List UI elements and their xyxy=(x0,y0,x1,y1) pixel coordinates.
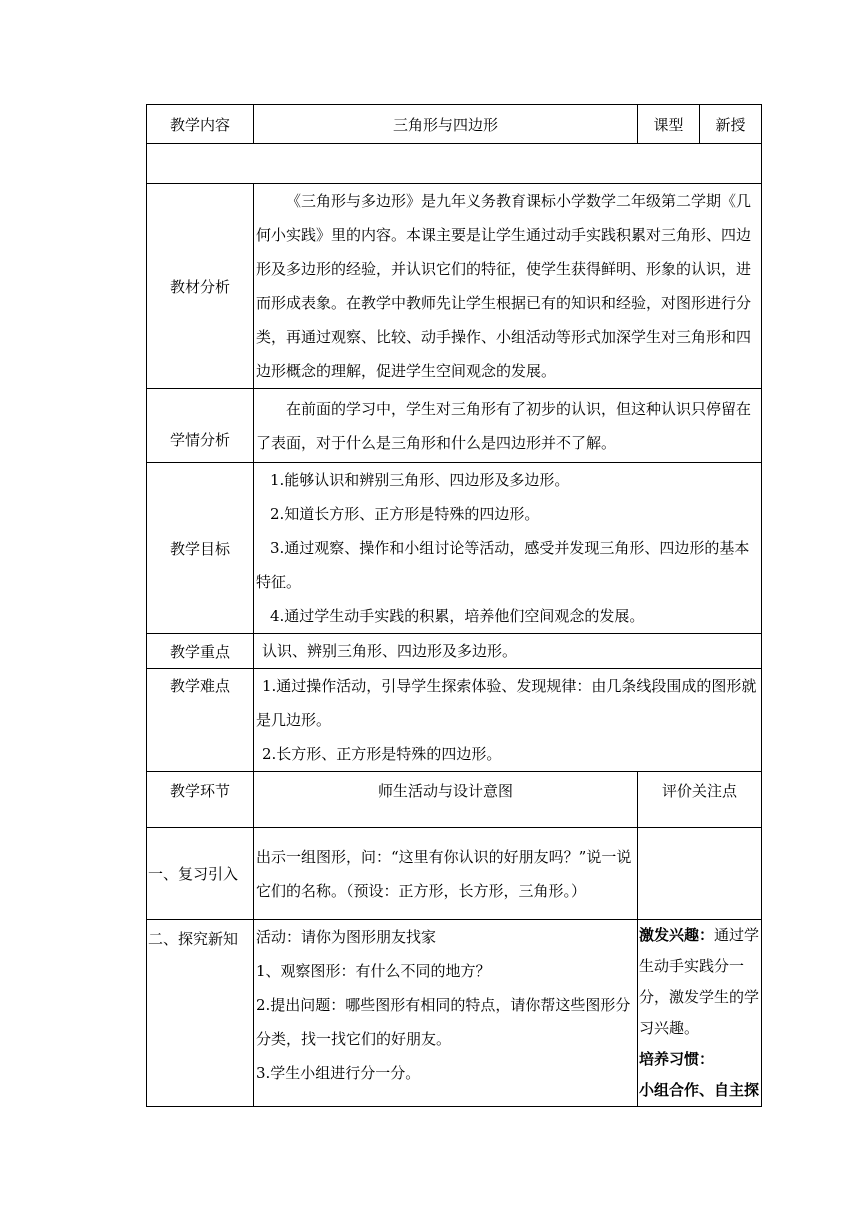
step1-text: 出示一组图形，问：“这里有你认识的好朋友吗？”说一说它们的名称。（预设：正方形，长方形，三角形。） xyxy=(256,847,632,900)
step1-label: 一、复习引入 xyxy=(147,828,254,920)
material-analysis-text: 《三角形与多边形》是九年义务教育课标小学数学二年级第二学期《几何小实践》里的内容。本课主要是让学生通过动手实践积累对三角形、四边形及多边形的经验，并认识它们的特征，使学生获得鲜明、形象的认识，进而形成表象。在教学中教师先让学生根据已有的知识和经验，对图形进行分类，再通过观察、比较、动手操作、小组活动等形式加深学生对三角形和四边形概念的理解，促进学生空间观念的发展。 xyxy=(256,192,752,380)
key-points-cell xyxy=(254,634,762,669)
difficulties-label: 教学难点 xyxy=(147,669,254,772)
objectives-row xyxy=(147,463,762,634)
material-analysis-row xyxy=(147,184,762,389)
step2-focus-cell xyxy=(638,920,762,1107)
material-analysis-cell xyxy=(254,184,762,389)
process-header-row xyxy=(147,772,762,828)
lesson-type-value: 新授 xyxy=(700,105,762,144)
student-analysis-row xyxy=(147,389,762,463)
blank-cell xyxy=(147,144,762,184)
lesson-type-label: 课型 xyxy=(638,105,700,144)
difficulties-row xyxy=(147,669,762,772)
step1-activity-cell xyxy=(254,828,638,920)
step2-activity-cell xyxy=(254,920,638,1107)
step2-line: 3.学生小组进行分一分。 xyxy=(256,1064,421,1082)
step2-line: 2.提出问题：哪些图形有相同的特点，请你帮这些图形分分类，找一找它们的好朋友。 xyxy=(256,996,631,1048)
key-points-label: 教学重点 xyxy=(147,634,254,669)
objective-item: 1.能够认识和辨别三角形、四边形及多边形。 xyxy=(270,471,570,489)
step2-label: 二、探究新知 xyxy=(147,920,254,1107)
objective-item: 2.知道长方形、正方形是特殊的四边形。 xyxy=(270,505,540,523)
step2-line: 活动：请你为图形朋友找家 xyxy=(256,928,437,946)
eval-text-interest: 通过学生动手实践分一分，激发学生的学习兴趣。 xyxy=(639,926,760,1037)
difficulty-item: 1.通过操作活动，引导学生探索体验、发现规律：由几条线段围成的图形就是几边形。 xyxy=(256,677,757,729)
student-analysis-label: 学情分析 xyxy=(147,389,254,463)
objectives-cell xyxy=(254,463,762,634)
content-row xyxy=(147,105,762,144)
blank-row xyxy=(147,144,762,184)
content-value: 三角形与四边形 xyxy=(254,105,638,144)
objectives-label: 教学目标 xyxy=(147,463,254,634)
focus-header: 评价关注点 xyxy=(638,772,762,828)
content-label: 教学内容 xyxy=(147,105,254,144)
eval-title-habit: 培养习惯： xyxy=(639,1050,715,1068)
step2-row xyxy=(147,920,762,1107)
difficulty-item: 2.长方形、正方形是特殊的四边形。 xyxy=(262,745,502,763)
step-header: 教学环节 xyxy=(147,772,254,828)
activity-header: 师生活动与设计意图 xyxy=(254,772,638,828)
step2-line: 1、观察图形：有什么不同的地方？ xyxy=(256,962,491,980)
step2-eval-block xyxy=(638,920,761,1044)
objective-item: 4.通过学生动手实践的积累，培养他们空间观念的发展。 xyxy=(270,607,645,625)
eval-title-cooperation: 小组合作、自主探 xyxy=(639,1081,760,1099)
student-analysis-cell xyxy=(254,389,762,463)
objective-item: 3.通过观察、操作和小组讨论等活动，感受并发现三角形、四边形的基本特征。 xyxy=(256,539,750,591)
eval-title-interest: 激发兴趣： xyxy=(639,926,715,944)
step1-focus-cell xyxy=(638,828,762,920)
lesson-plan-table xyxy=(146,104,762,1107)
key-points-row xyxy=(147,634,762,669)
step1-row xyxy=(147,828,762,920)
key-points-text: 认识、辨别三角形、四边形及多边形。 xyxy=(262,642,518,660)
difficulties-cell xyxy=(254,669,762,772)
student-analysis-text: 在前面的学习中，学生对三角形有了初步的认识，但这种认识只停留在了表面，对于什么是三角形和什么是四边形并不了解。 xyxy=(256,399,752,452)
material-analysis-label: 教材分析 xyxy=(147,184,254,389)
